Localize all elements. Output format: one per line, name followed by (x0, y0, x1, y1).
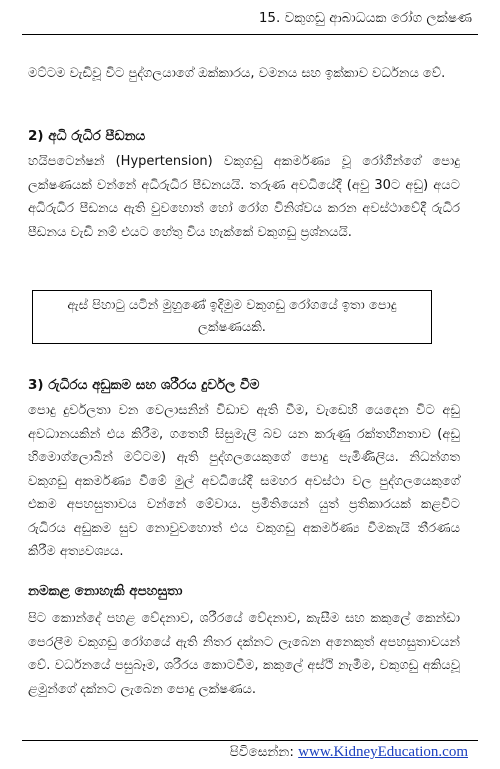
footer (230, 744, 468, 761)
section-3-heading: 3) රුධිරය අඩුකම සහ ශරීරය දුර්වල වීම (28, 377, 260, 393)
callout-text: ඇස් පිහාටු යටින් මුහුණේ ඉදිමුම වකුගඩු රෝගයේ ඉතා පොදු ලක්ෂණයකි. (67, 298, 397, 335)
section-2-paragraph: හයිපටෙන්ෂන් (Hypertension) වකුගඩු අකර්මණ්‍ය වූ රෝගීන්ගේ පොදු ලක්ෂණයක් වන්නේ අධිරුධිර පීඩනයයි. තරුණ අවධියේදී (අවු 30ට අඩු) අයට අධිරුධිර පීඩනය ඇති වුවහොත් හෝ රෝග විනිශ්වය කරන අවස්ථාවේදී රුධිර පීඩනය වැඩි නම් එයට හේතු විය හැක්කේ වකුගඩු ප්‍රශ්නයයි. (28, 154, 460, 240)
callout-box (32, 290, 432, 344)
header-rule (22, 34, 478, 35)
footer-rule (22, 740, 478, 741)
website-link[interactable]: www.KidneyEducation.com (298, 744, 468, 760)
section-other-paragraph: පිට කොන්දේ පහළ වේදනාව, ශරීරයේ වේදනාව, කැසීම සහ කකුලේ කෙන්ඩා පෙරලීම වකුගඩු රෝගයේ ඇති නිතර දක්නට ලැබෙන අනෙකුත් අපහසුතාවයන් වේ. වර්ධනයේ පසුබෑම, ශරීරය කොටවීම, කකුලේ අස්ථි නැමීම, වකුගඩු අකියවූ ළමුන්ගේ දක්නට ලැබෙන පොදු ලක්ෂණය. (28, 611, 460, 697)
running-header: 15. වකුගඩු ආබාධයක රෝග ලක්ෂණ (258, 10, 472, 26)
section-3-paragraph: පොදු දුර්වලතා වන වෙලාසනින් විඩාව ඇති වීම, වැඩෙහි යෙදෙන විට අඩු අවධානයකින් එය කිරීම, ගතෙහි සිසුමැලි බව යන කරුණු රක්තහීනතාව (අඩු හිමොග්ලොබින් මට්ටම) ඇති පුද්ගලයෙකුගේ පොදු පැමිණිලිය. නිධන්ගත වකුගඩු අකර්මණ්‍ය වීමේ මුල් අවධියේදී සමහර අවස්ථා වල පුද්ගලයෙකුගේ එකම අපහසුතාවය වන්නේ මේවාය. ප්‍රමිතියෙන් යුත් ප්‍රතිකාරයක් කළවිට රුධිරය අඩුකම සුව නොවුවහොත් එය වකුගඩු අකර්මණ්‍ය වීමකැයි තීරණය කිරීම අත්‍යවශ්‍යය. (28, 403, 460, 559)
section-other-heading: නමකළ නොහැකි අපහසුතා (28, 583, 183, 599)
footer-prefix: පිවිසෙන්න: (229, 744, 294, 760)
intro-continuation: මට්ටම වැඩිවූ විට පුද්ගලයාගේ ඔක්කාරය, වමනය සහ ඉක්කාව වර්ධනය වේ. (28, 66, 446, 81)
section-2-heading: 2) අධි රුධිර පීඩනය (28, 128, 146, 144)
